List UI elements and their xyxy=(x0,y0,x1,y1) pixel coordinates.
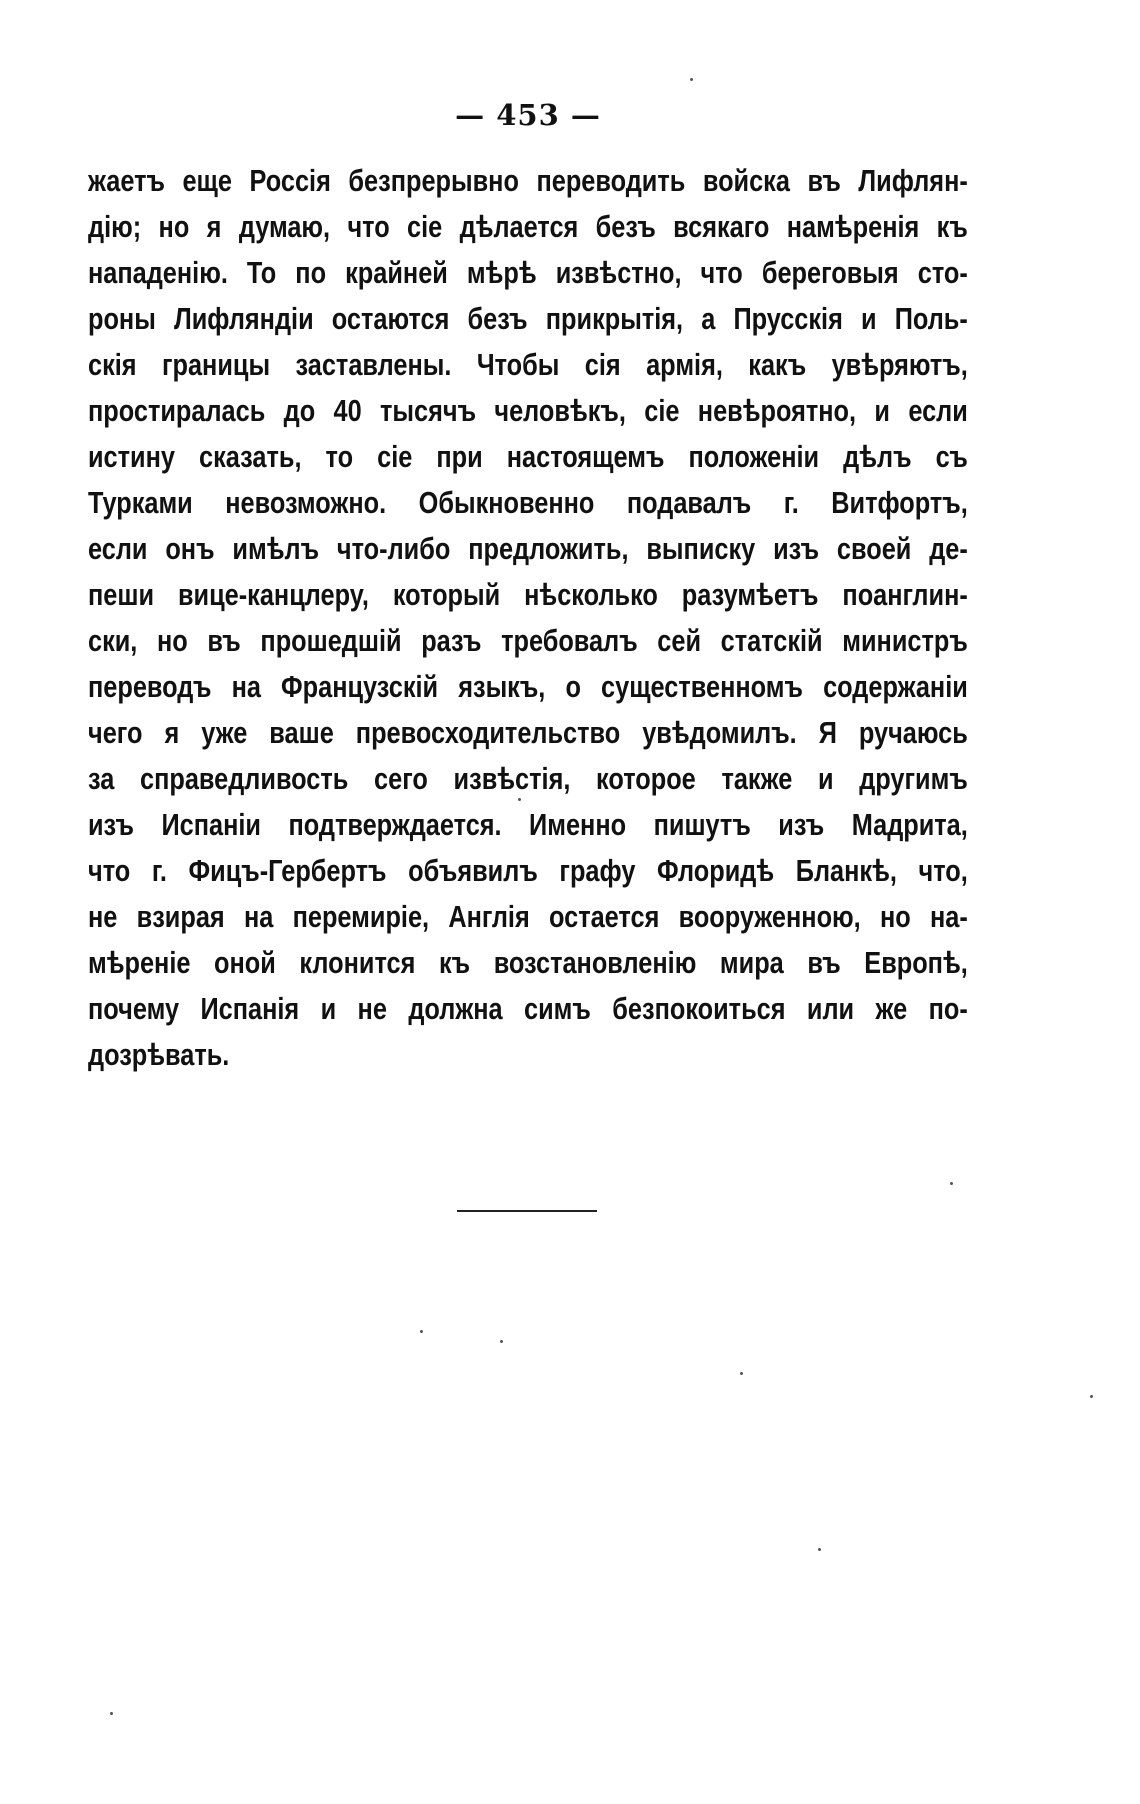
print-speck xyxy=(740,1372,743,1375)
text-line: не взирая на перемиріе, Англія остается вооруженною, но на- xyxy=(88,900,968,934)
text-line: роны Лифляндіи остаются безъ прикрытія, а Прусскія и Поль- xyxy=(88,302,968,336)
text-line: изъ Испаніи подтверждается. Именно пишутъ изъ Мадрита, xyxy=(88,808,968,842)
text-line: дозрѣвать. xyxy=(88,1038,230,1072)
print-speck xyxy=(500,1340,503,1343)
text-line: чего я уже ваше превосходительство увѣдомилъ. Я ручаюсь xyxy=(88,716,968,750)
text-line: ски, но въ прошедшій разъ требовалъ сей статскій министръ xyxy=(88,624,968,658)
end-rule xyxy=(457,1210,597,1212)
print-speck xyxy=(818,1548,821,1551)
text-line: истину сказать, то сіе при настоящемъ положеніи дѣлъ съ xyxy=(88,440,968,474)
text-line: за справедливость сего извѣстія, которое также и другимъ xyxy=(88,762,968,796)
text-line: мѣреніе оной клонится къ возстановленію мира въ Европѣ, xyxy=(88,946,968,980)
text-line: почему Испанія и не должна симъ безпокоиться или же по- xyxy=(88,992,968,1026)
text-line: если онъ имѣлъ что-либо предложить, выписку изъ своей де- xyxy=(88,532,968,566)
print-speck xyxy=(950,1182,953,1185)
print-speck xyxy=(518,798,521,801)
print-speck xyxy=(690,78,693,81)
text-line: нападенію. То по крайней мѣрѣ извѣстно, что береговыя сто- xyxy=(88,256,968,290)
text-line: скія границы заставлены. Чтобы сія армія, какъ увѣряютъ, xyxy=(88,348,968,382)
print-speck xyxy=(110,1712,113,1715)
body-text xyxy=(88,158,968,1078)
text-line: что г. Фицъ-Гербертъ объявилъ графу Флоридѣ Бланкѣ, что, xyxy=(88,854,968,888)
text-line: переводъ на Французскій языкъ, о существенномъ содержаніи xyxy=(88,670,968,704)
text-line: Турками невозможно. Обыкновенно подавалъ г. Витфортъ, xyxy=(88,486,968,520)
print-speck xyxy=(1090,1395,1093,1398)
text-line: дію; но я думаю, что сіе дѣлается безъ всякаго намѣренія къ xyxy=(88,210,968,244)
text-line: жаетъ еще Россія безпрерывно переводить войска въ Лифлян- xyxy=(88,164,968,198)
text-line: пеши вице-канцлеру, который нѣсколько разумѣетъ поанглин- xyxy=(88,578,968,612)
print-speck xyxy=(420,1330,423,1333)
page-number: — 453 — xyxy=(455,98,601,132)
text-line: простиралась до 40 тысячъ человѣкъ, сіе невѣроятно, и если xyxy=(88,394,968,428)
